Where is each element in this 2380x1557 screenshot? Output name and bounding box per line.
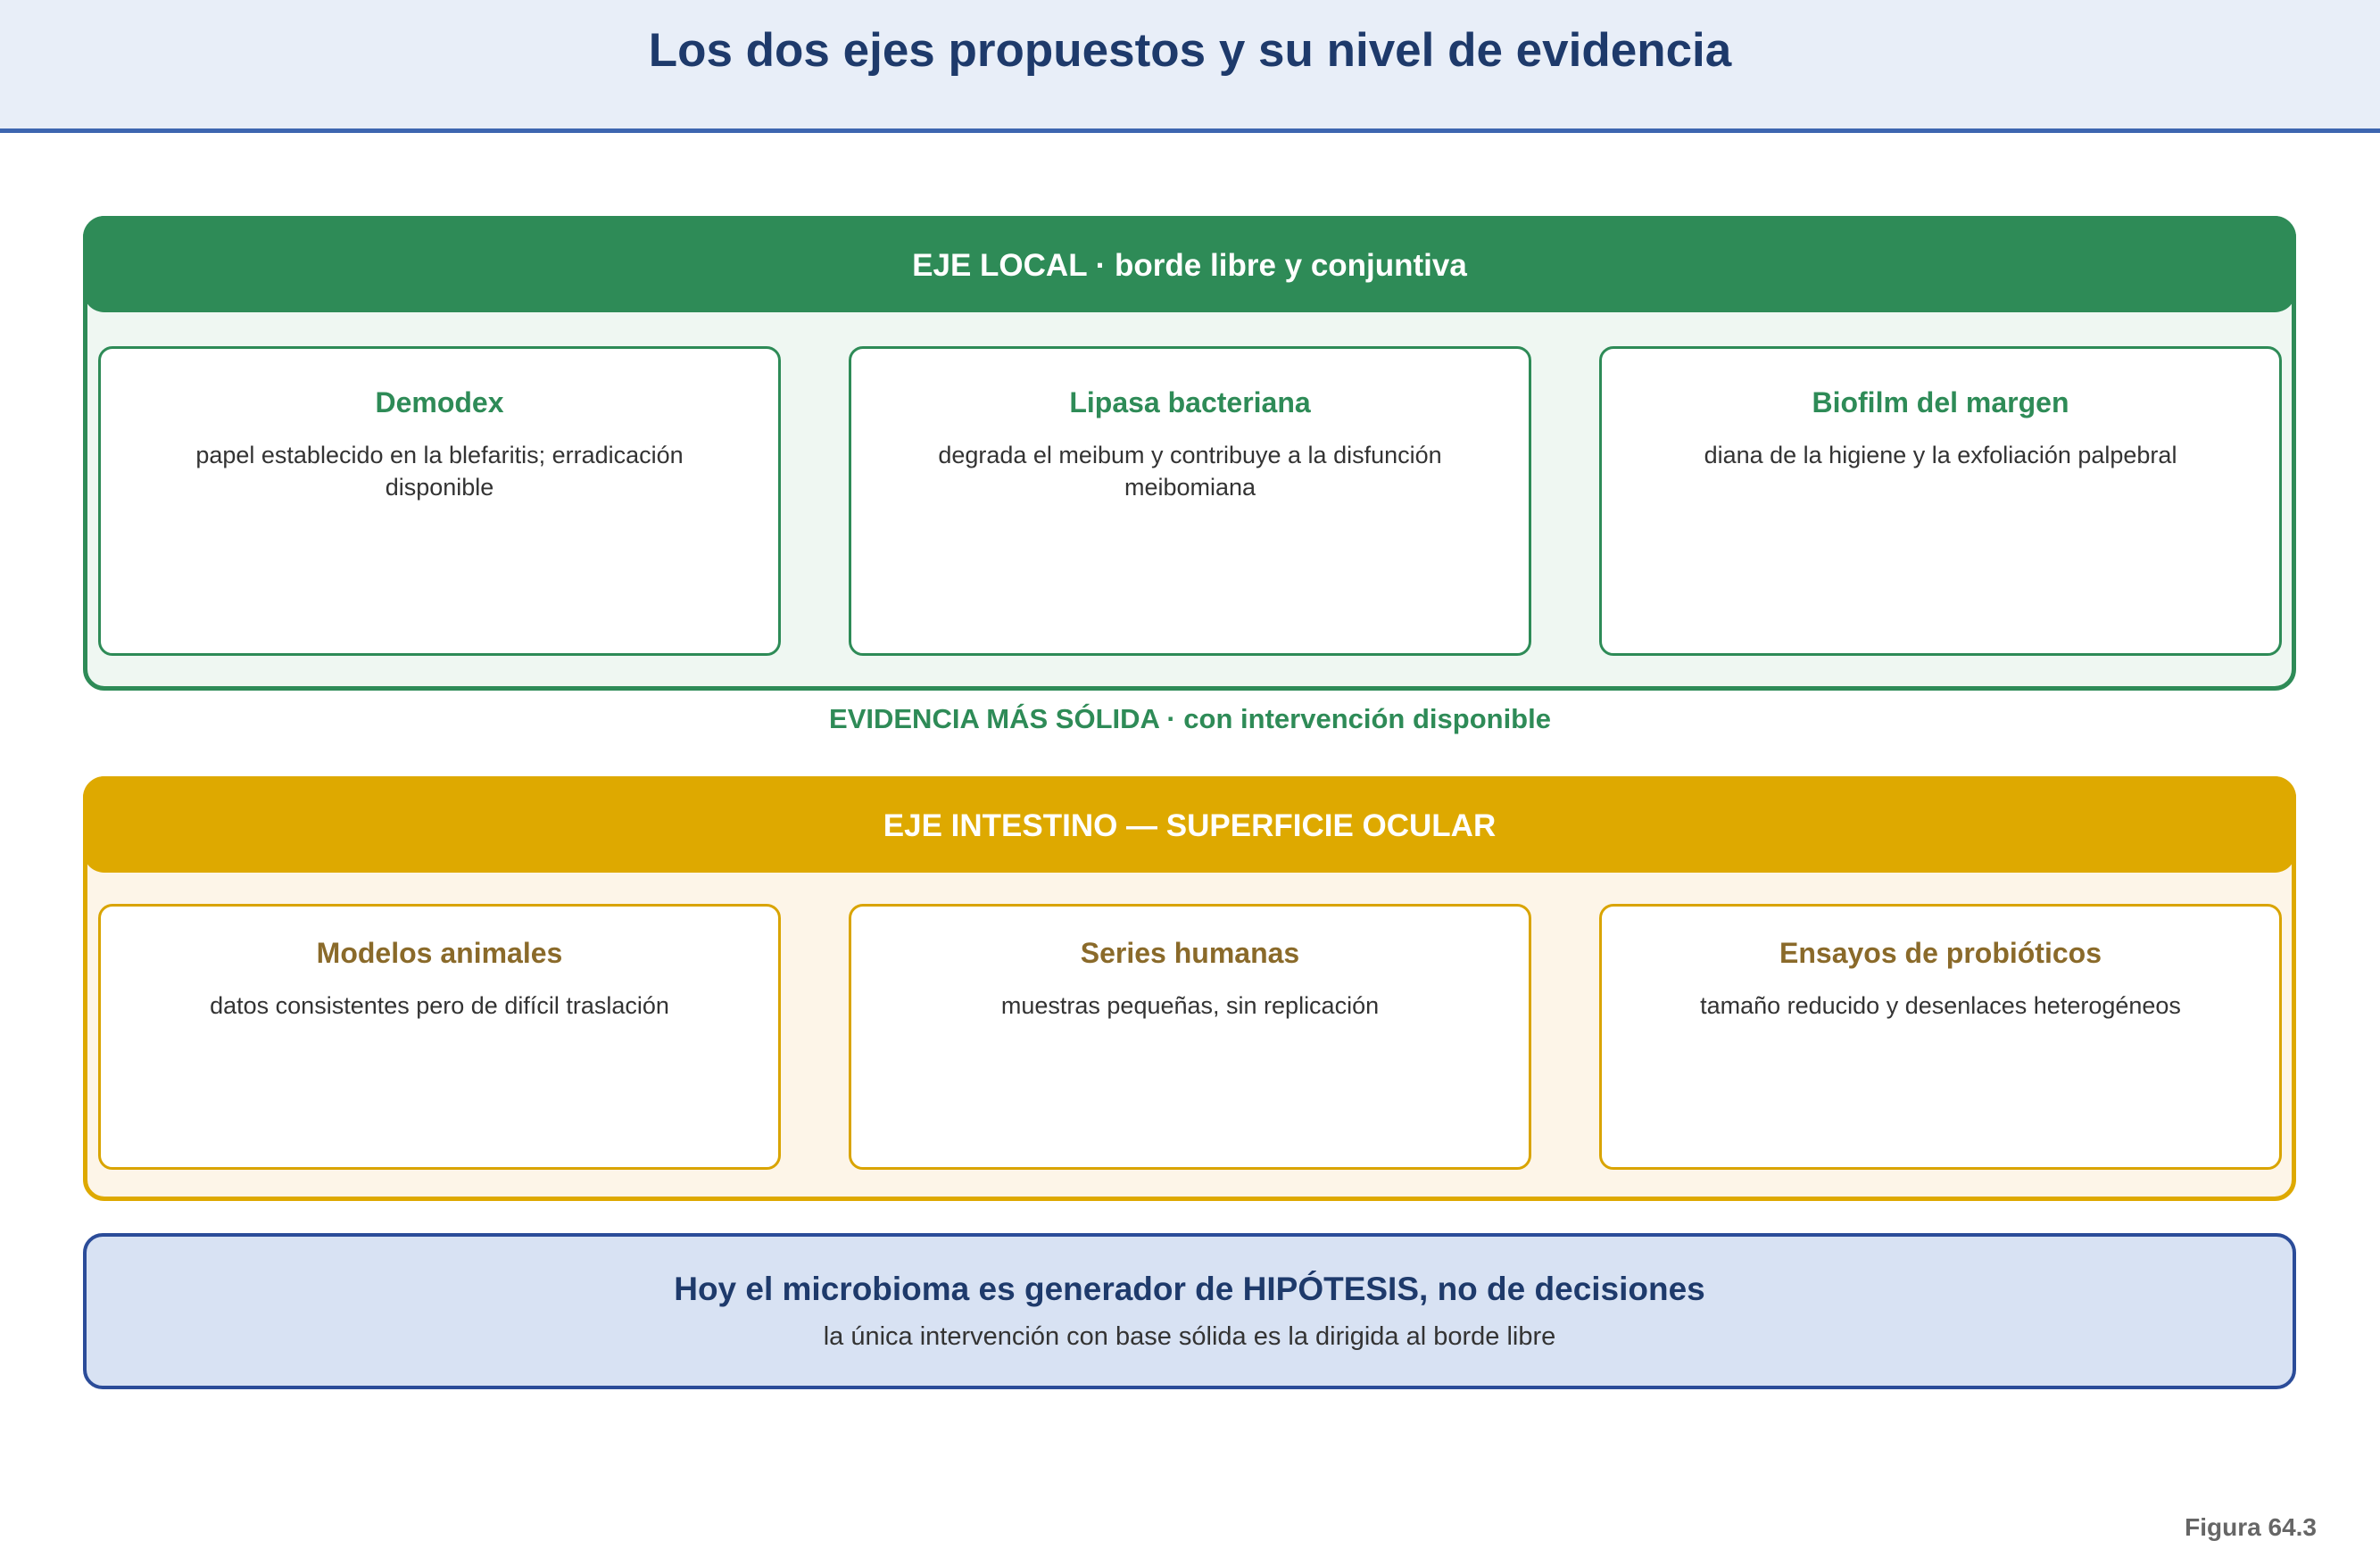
gut-card-human-series xyxy=(849,904,1531,1170)
local-card-biofilm xyxy=(1599,346,2282,656)
card-text: muestras pequeñas, sin replicación xyxy=(1000,992,1380,1019)
gut-axis-title: EJE INTESTINO — SUPERFICIE OCULAR xyxy=(83,776,2296,873)
card-title: Lipasa bacteriana xyxy=(1069,386,1311,418)
conclusion-subtitle: la única intervención con base sólida es la dirigida al borde libre xyxy=(823,1322,1556,1351)
card-text: tamaño reducido y desenlaces heterogéneos xyxy=(1700,992,2181,1019)
evidence-note: EVIDENCIA MÁS SÓLIDA · con intervención disponible xyxy=(829,703,1551,734)
conclusion-box xyxy=(83,1233,2296,1389)
gut-card-animal-models xyxy=(98,904,781,1170)
page-header xyxy=(0,0,2380,133)
figure-label: Figura 64.3 xyxy=(2185,1513,2317,1541)
card-text: datos consistentes pero de difícil traslación xyxy=(210,992,669,1019)
local-card-demodex xyxy=(98,346,781,656)
card-title: Ensayos de probióticos xyxy=(1779,937,2102,969)
card-text: diana de la higiene y la exfoliación palpebral xyxy=(1704,442,2177,468)
card-title: Biofilm del margen xyxy=(1812,386,2069,418)
card-text: papel establecido en la blefaritis; erradicación disponible xyxy=(195,442,684,501)
card-title: Modelos animales xyxy=(316,937,563,969)
local-axis-title: EJE LOCAL · borde libre y conjuntiva xyxy=(83,216,2296,312)
card-title: Series humanas xyxy=(1080,937,1300,969)
gut-card-probiotic-trials xyxy=(1599,904,2282,1170)
page-title: Los dos ejes propuestos y su nivel de evidencia xyxy=(648,24,1732,77)
gut-axis-panel xyxy=(83,776,2296,1201)
local-axis-panel xyxy=(83,216,2296,691)
card-text: degrada el meibum y contribuye a la disfunción meibomiana xyxy=(938,442,1442,501)
conclusion-title: Hoy el microbioma es generador de HIPÓTESIS, no de decisiones xyxy=(674,1271,1705,1307)
local-card-lipasa xyxy=(849,346,1531,656)
card-title: Demodex xyxy=(375,386,504,418)
